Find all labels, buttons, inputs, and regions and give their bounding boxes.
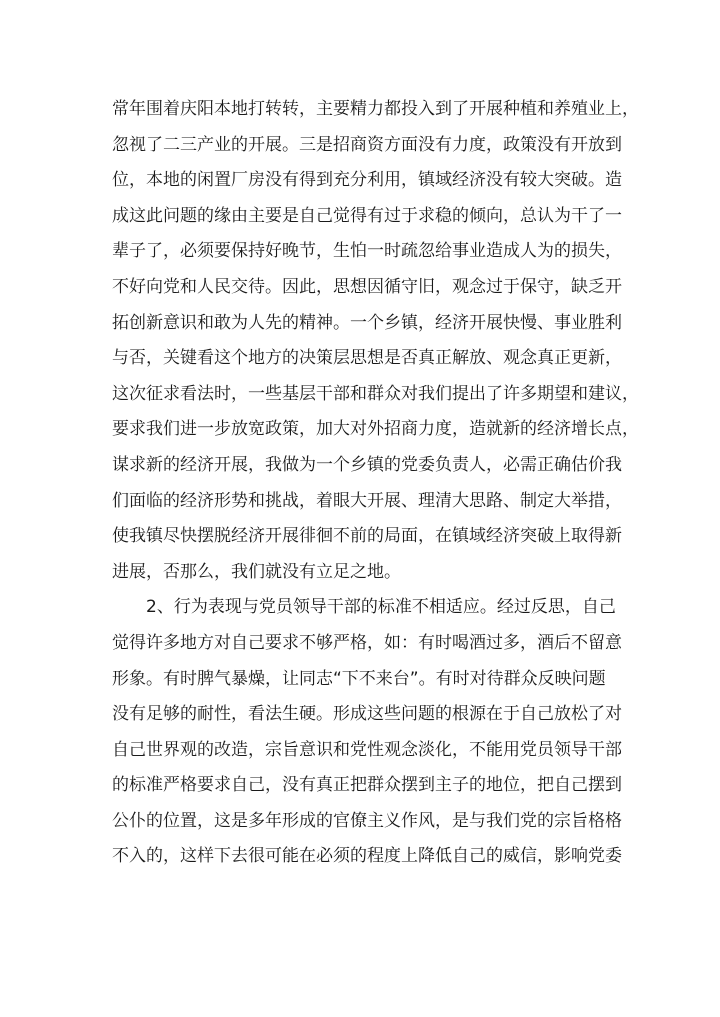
- text-line: 忽视了二三产业的开展。三是招商资方面没有力度，政策没有开放到: [112, 134, 622, 155]
- text-line: 不入的，这样下去很可能在必须的程度上降低自己的威信，影响党委: [112, 846, 622, 867]
- text-line: 没有足够的耐性，看法生硬。形成这些问题的根源在于自己放松了对: [112, 704, 622, 725]
- text-line: 使我镇尽快摆脱经济开展徘徊不前的局面，在镇域经济突破上取得新: [112, 526, 622, 547]
- text-line: 位，本地的闲置厂房没有得到充分利用，镇域经济没有较大突破。造: [112, 170, 622, 191]
- text-line: 这次征求看法时，一些基层干部和群众对我们提出了许多期望和建议，: [112, 383, 639, 404]
- paragraph-start-line: 2、行为表现与党员领导干部的标准不相适应。经过反思，自己: [146, 597, 616, 618]
- text-line: 要求我们进一步放宽政策，加大对外招商力度，造就新的经济增长点，: [112, 419, 639, 440]
- text-line: 的标准严格要求自己，没有真正把群众摆到主子的地位，把自己摆到: [112, 775, 622, 796]
- text-line: 进展，否那么，我们就没有立足之地。: [112, 561, 401, 582]
- text-line: 不好向党和人民交待。因此，思想因循守旧，观念过于保守，缺乏开: [112, 276, 622, 297]
- body-text: [112, 92, 639, 875]
- text-line: 与否，关键看这个地方的决策层思想是否真正解放、观念真正更新，: [112, 348, 622, 369]
- text-line: 们面临的经济形势和挑战，着眼大开展、理清大思路、制定大举措，: [112, 490, 622, 511]
- text-line: 拓创新意识和敢为人先的精神。一个乡镇，经济开展快慢、事业胜利: [112, 312, 622, 333]
- text-line: 常年围着庆阳本地打转转，主要精力都投入到了开展种植和养殖业上，: [112, 99, 639, 119]
- text-line: 公仆的位置，这是多年形成的官僚主义作风，是与我们党的宗旨格格: [112, 810, 622, 831]
- text-line: 自己世界观的改造，宗旨意识和党性观念淡化，不能用党员领导干部: [112, 739, 622, 760]
- text-line: 形象。有时脾气暴燥，让同志“下不来台”。有时对待群众反映问题: [112, 668, 606, 689]
- text-line: 辈子了，必须要保持好晚节，生怕一时疏忽给事业造成人为的损失，: [112, 241, 622, 262]
- text-line: 成这此问题的缘由主要是自己觉得有过于求稳的倾向，总认为干了一: [112, 205, 622, 226]
- text-line: 谋求新的经济开展，我做为一个乡镇的党委负责人，必需正确估价我: [112, 454, 622, 475]
- text-line: 觉得许多地方对自己要求不够严格，如：有时喝酒过多，酒后不留意: [112, 632, 622, 653]
